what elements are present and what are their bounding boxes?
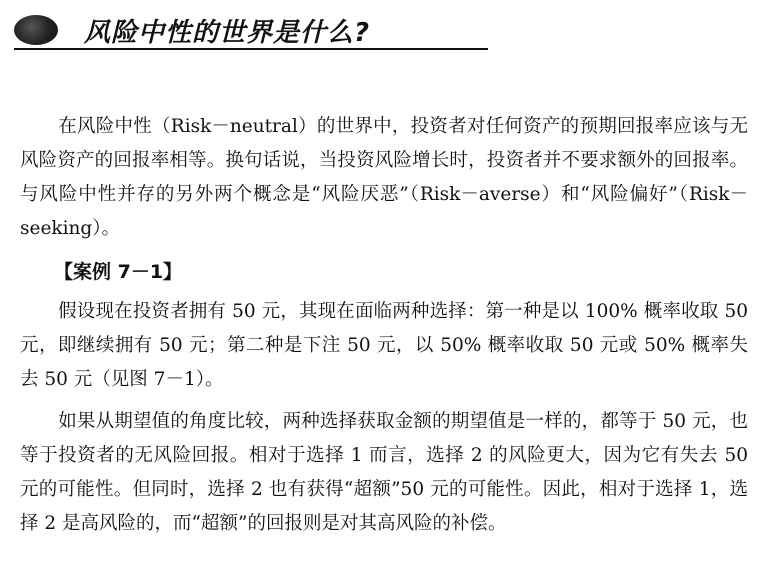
black-circle-bullet-icon — [14, 15, 58, 45]
paragraph-case-setup — [20, 295, 748, 397]
section-title: 风险中性的世界是什么? — [84, 18, 371, 48]
section-header — [14, 8, 488, 50]
paragraph-expected-value — [20, 405, 748, 541]
paragraph-risk-neutral-text: 在风险中性（Risk－neutral）的世界中，投资者对任何资产的预期回报率应该与无风险资产的回报率相等。换句话说，当投资风险增长时，投资者并不要求额外的回报率。与风险中性并存的另外两个概念是“风险厌恶”（Risk－averse）和“风险偏好”（Risk－seeking）。 — [20, 116, 748, 239]
paragraph-expected-value-text: 如果从期望值的角度比较，两种选择获取金额的期望值是一样的，都等于 50 元，也等于投资者的无风险回报。相对于选择 1 而言，选择 2 的风险更大，因为它有失去 50 元的可能性。但同时，选择 2 也有获得“超额”50 元的可能性。因此，相对于选择 1，选择 2 是高风险的，而“超额”的回报则是对其高风险的补偿。 — [20, 411, 748, 534]
case-label: 【案例 7－1】 — [54, 261, 183, 283]
paragraph-risk-neutral — [20, 110, 748, 246]
paragraph-case-setup-text: 假设现在投资者拥有 50 元，其现在面临两种选择：第一种是以 100% 概率收取 50 元，即继续拥有 50 元；第二种是下注 50 元，以 50% 概率收取 50 元或 50% 概率失去 50 元（见图 7－1）。 — [20, 301, 748, 390]
